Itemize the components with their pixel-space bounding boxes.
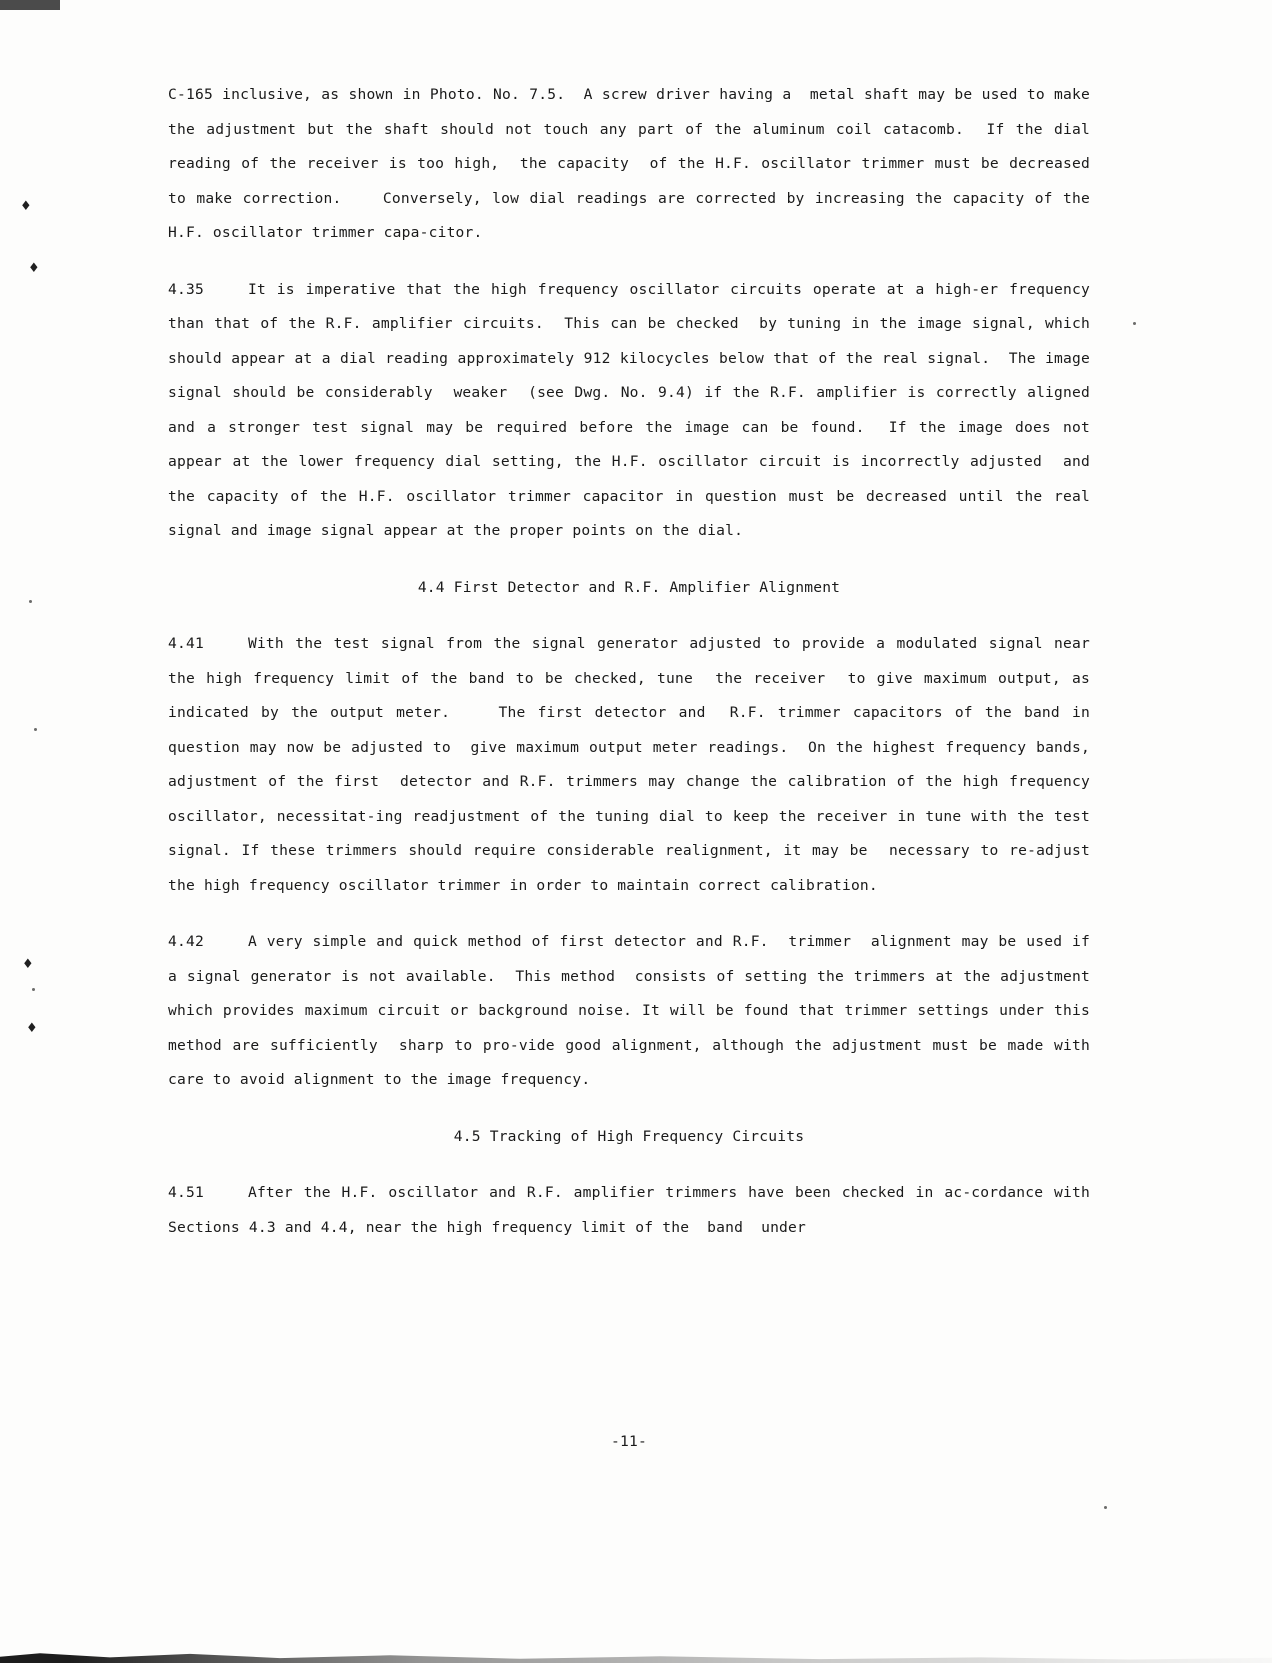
scan-artifact-top xyxy=(0,0,60,10)
paragraph-4-51 xyxy=(168,1176,1099,1245)
speckle-4 xyxy=(1133,322,1136,325)
document-body xyxy=(168,78,1108,1450)
heading-4-4: 4.4 First Detector and R.F. Amplifier Alignment xyxy=(417,578,841,596)
speckle-2 xyxy=(34,728,37,731)
paragraph-4-42 xyxy=(168,925,1099,1098)
margin-mark-1: ♦ xyxy=(20,199,32,214)
paragraph-text: After the H.F. oscillator and R.F. amplifier trimmers have been checked in ac-cordance with Sections 4.3 and 4.4, near the high frequency limit of the band under xyxy=(168,1184,1099,1236)
paragraph-continuation xyxy=(168,78,1099,251)
speckle-1 xyxy=(32,988,35,991)
speckle-5 xyxy=(1104,1506,1107,1509)
paragraph-4-41 xyxy=(168,627,1099,903)
paragraph-text: With the test signal from the signal generator adjusted to provide a modulated signal near the high frequency limit of the band to be checked, tune the receiver to give maximum output, as indicated by the output meter. The first detector and R.F. trimmer capacitors of the band in question may now be adjusted to give maximum output meter readings. On the highest frequency bands, adjustment of the first detector and R.F. trimmers may change the calibration of the high frequency oscillator, necessitat-ing readjustment of the tuning dial to keep the receiver in tune with the test signal. If these trimmers should require considerable realignment, it may be necessary to re-adjust the high frequency oscillator trimmer in order to maintain correct calibration. xyxy=(168,635,1099,894)
margin-mark-3: ♦ xyxy=(22,957,34,972)
section-number: 4.51 xyxy=(168,1184,204,1201)
paragraph-text: C-165 inclusive, as shown in Photo. No. 7.5. A screw driver having a metal shaft may be used to make the adjustment but the shaft should not touch any part of the aluminum coil catacomb. If the dial reading of the receiver is too high, the capacity of the H.F. oscillator trimmer must be decreased to make correction. Conversely, low dial readings are corrected by increasing the capacity of the H.F. oscillator trimmer capa-citor. xyxy=(168,86,1099,241)
margin-mark-4: ♦ xyxy=(26,1021,38,1036)
scan-artifact-bottom xyxy=(0,1649,1272,1663)
section-number: 4.42 xyxy=(168,933,204,950)
margin-mark-2: ♦ xyxy=(28,261,40,276)
paragraph-text: It is imperative that the high frequency oscillator circuits operate at a high-er frequency than that of the R.F. amplifier circuits. This can be checked by tuning in the image signal, which should appear at a dial reading approximately 912 kilocycles below that of the real signal. The image signal should be considerably weaker (see Dwg. No. 9.4) if the R.F. amplifier is correctly aligned and a stronger test signal may be required before the image can be found. If the image does not appear at the lower frequency dial setting, the H.F. oscillator circuit is incorrectly adjusted and the capacity of the H.F. oscillator trimmer capacitor in question must be decreased until the real signal and image signal appear at the proper points on the dial. xyxy=(168,280,1108,539)
heading-4-5: 4.5 Tracking of High Frequency Circuits xyxy=(453,1127,805,1145)
section-number: 4.41 xyxy=(168,635,204,652)
paragraph-4-35 xyxy=(168,273,1108,549)
speckle-3 xyxy=(29,600,32,603)
page-number: -11- xyxy=(611,1433,647,1450)
section-number: 4.35 xyxy=(168,280,204,298)
paragraph-text: A very simple and quick method of first detector and R.F. trimmer alignment may be used if a signal generator is not available. This method consists of setting the trimmers at the adjustment which provides maximum circuit or background noise. It will be found that trimmer settings under this method are sufficiently sharp to pro-vide good alignment, although the adjustment must be made with care to avoid alignment to the image frequency. xyxy=(168,933,1099,1088)
